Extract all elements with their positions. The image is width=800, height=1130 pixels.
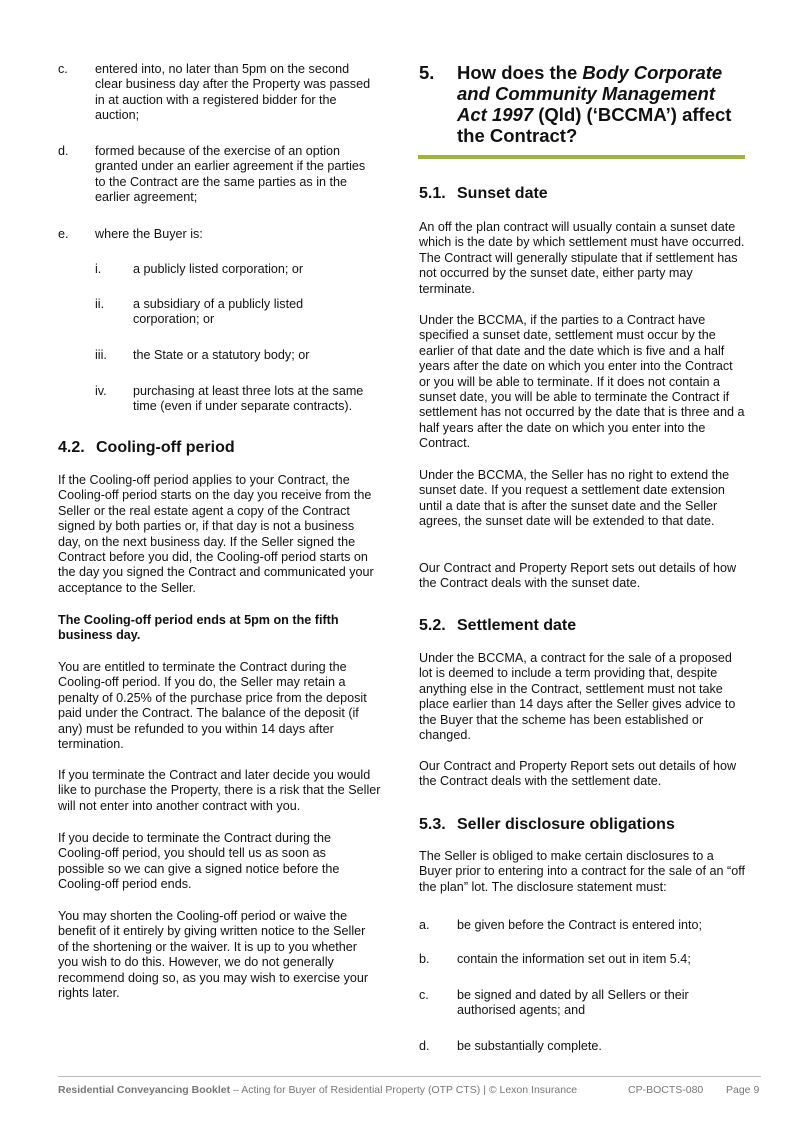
- paragraph: The Seller is obliged to make certain disclosures to a Buyer prior to entering into a contract for the sale of an “off the plan” lot. The disclosure statement must:: [419, 849, 745, 894]
- list-item-c-right: c. be signed and dated by all Sellers or their authorised agents; and: [419, 988, 689, 1018]
- paragraph: Our Contract and Property Report sets out details of how the Contract deals with the settlement date.: [419, 759, 737, 789]
- paragraph-bold: The Cooling-off period ends at 5pm on the fifth business day.: [58, 613, 339, 643]
- section-heading-5-1: 5.1. Sunset date: [419, 185, 548, 202]
- section-heading-5-2: 5.2. Settlement date: [419, 617, 577, 634]
- paragraph: An off the plan contract will usually contain a sunset date which is the date by which settlement must have occurred. The Contract will generally stipulate that if settlement has not occurred by the sunset date, either party may terminate.: [419, 220, 745, 296]
- paragraph: Our Contract and Property Report sets out details of how the Contract deals with the sunset date.: [419, 561, 737, 591]
- section-heading-5-title: How does the Body Corporate and Community Management Act 1997 (Qld) (‘BCCMA’) affect the Contract?: [457, 62, 732, 146]
- paragraph: Under the BCCMA, the Seller has no right to extend the sunset date. If you request a settlement date extension until a date that is after the sunset date and the Seller agrees, the sunset date will be extended to that date.: [419, 468, 730, 529]
- footer-code: CP-BOCTS-080: [628, 1084, 704, 1096]
- paragraph: Under the BCCMA, a contract for the sale of a proposed lot is deemed to include a term providing that, despite anything else in the Contract, settlement must not take place earlier than 14 days after the Seller gives advice to the Buyer that the scheme has been established or changed.: [419, 651, 736, 743]
- paragraph: If you decide to terminate the Contract during the Cooling-off period, you should tell us as soon as possible so we can give a signed notice before the Cooling-off period ends.: [58, 831, 340, 892]
- section-heading-4-2: 4.2. Cooling-off period: [58, 439, 235, 456]
- paragraph: You are entitled to terminate the Contract during the Cooling-off period. If you do, the Seller may retain a penalty of 0.25% of the purchase price from the deposit paid under the Contract. The balance of the deposit (if any) must be refunded to you within 14 days after termination.: [58, 660, 367, 752]
- sub-item-iii: iii. the State or a statutory body; or: [95, 348, 310, 362]
- list-item-d: d. formed because of the exercise of an option granted under an earlier agreement if the parties to the Contract are the same parties as in the earlier agreement;: [58, 144, 366, 205]
- section-heading-5-3: 5.3. Seller disclosure obligations: [419, 816, 675, 833]
- list-item-c: c. entered into, no later than 5pm on the second clear business day after the Property was passed in at auction with a registered bidder for the auction;: [58, 62, 371, 123]
- list-item-d-right: d. be substantially complete.: [419, 1039, 602, 1053]
- sub-item-ii: ii. a subsidiary of a publicly listed corporation; or: [95, 297, 304, 327]
- paragraph: You may shorten the Cooling-off period or waive the benefit of it entirely by giving written notice to the Seller of the shortening or the waiver. It is up to you whether you wish to do this. However, we do not generally recommend doing so, as you may wish to exercise your rights later.: [58, 909, 369, 1001]
- heading-divider: [418, 155, 745, 159]
- sub-item-iv: iv. purchasing at least three lots at the same time (even if under separate contracts).: [95, 384, 364, 414]
- page-number: Page 9: [726, 1084, 760, 1096]
- list-item-a: a. be given before the Contract is entered into;: [419, 918, 703, 932]
- paragraph: Under the BCCMA, if the parties to a Contract have specified a sunset date, settlement must occur by the earlier of that date and the date which is five and a half years after the date on which you enter into the Contract or you will be able to terminate. If it does not contain a sunset date, you will be able to terminate the Contract if settlement has not occurred by the date that is three and a half years after the date on which you enter into the Contract.: [419, 313, 745, 451]
- paragraph: If you terminate the Contract and later decide you would like to purchase the Property, there is a risk that the Seller will not enter into another contract with you.: [58, 768, 381, 813]
- footer-divider: [58, 1076, 761, 1077]
- list-item-e: e. where the Buyer is:: [58, 227, 203, 241]
- sub-item-i: i. a publicly listed corporation; or: [95, 262, 304, 276]
- list-item-b: b. contain the information set out in item 5.4;: [419, 952, 691, 966]
- footer-title: Residential Conveyancing Booklet – Acting for Buyer of Residential Property (OTP CTS) | © Lexon Insurance: [58, 1084, 578, 1096]
- paragraph: If the Cooling-off period applies to your Contract, the Cooling-off period starts on the day you receive from the Seller or the real estate agent a copy of the Contract signed by both parties or, if that day is not a business day, on the next business day. If the Seller signed the Contract before you did, the Cooling-off period starts on the day you signed the Contract and communicated your acceptance to the Seller.: [58, 473, 374, 595]
